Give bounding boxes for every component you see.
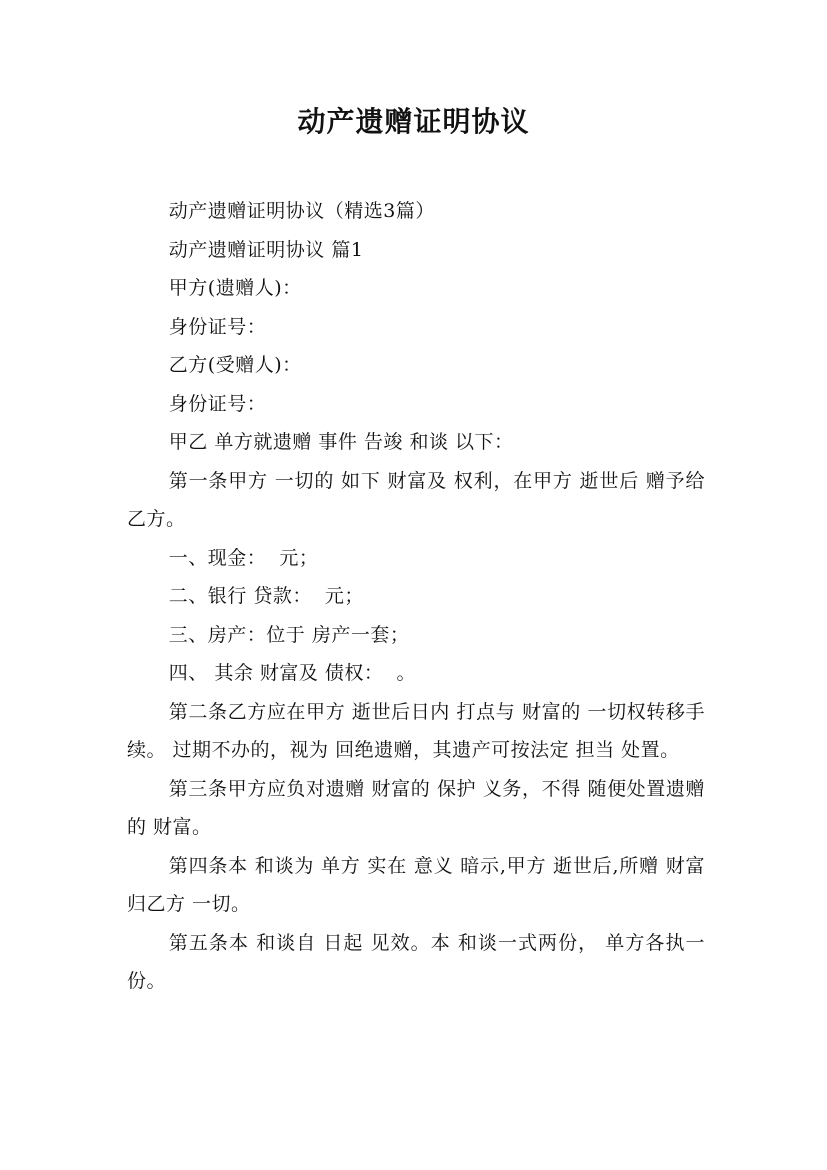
paragraph-article-1: 第一条甲方 一切的 如下 财富及 权利，在甲方 逝世后 赠予给乙方。 [127, 469, 705, 530]
paragraph-item-property: 三、房产：位于 房产一套； [168, 623, 410, 646]
document-body [127, 192, 705, 1001]
paragraph-party-b-id: 身份证号： [168, 392, 267, 415]
paragraph-item-bank: 二、银行 贷款： 元； [168, 585, 364, 607]
paragraph-preamble: 甲乙 单方就遗赠 事件 告竣 和谈 以下： [168, 431, 514, 453]
paragraph-section-heading: 动产遗赠证明协议 篇1 [168, 238, 364, 261]
paragraph-party-a: 甲方(遗赠人)： [168, 277, 302, 299]
paragraph-item-cash: 一、现金： 元； [168, 546, 319, 569]
paragraph-article-3: 第三条甲方应负对遗赠 财富的 保护 义务，不得 随便处置遗赠的 财富。 [127, 777, 705, 838]
paragraph-article-4: 第四条本 和谈为 单方 实在 意义 暗示,甲方 逝世后,所赠 财富归乙方 一切。 [127, 854, 705, 915]
document-title: 动产遗赠证明协议 [297, 105, 530, 138]
paragraph-subtitle: 动产遗赠证明协议（精选3篇） [168, 200, 435, 222]
paragraph-party-b: 乙方(受赠人)： [168, 354, 302, 376]
paragraph-article-2: 第二条乙方应在甲方 逝世后日内 打点与 财富的 一切权转移手续。 过期不办的，视为 回绝遗赠，其遗产可按法定 担当 处置。 [127, 700, 705, 761]
paragraph-party-a-id: 身份证号： [168, 315, 267, 338]
paragraph-article-5: 第五条本 和谈自 日起 见效。本 和谈一式两份， 单方各执一份。 [127, 931, 705, 992]
paragraph-item-other: 四、 其余 财富及 债权： 。 [168, 662, 416, 684]
